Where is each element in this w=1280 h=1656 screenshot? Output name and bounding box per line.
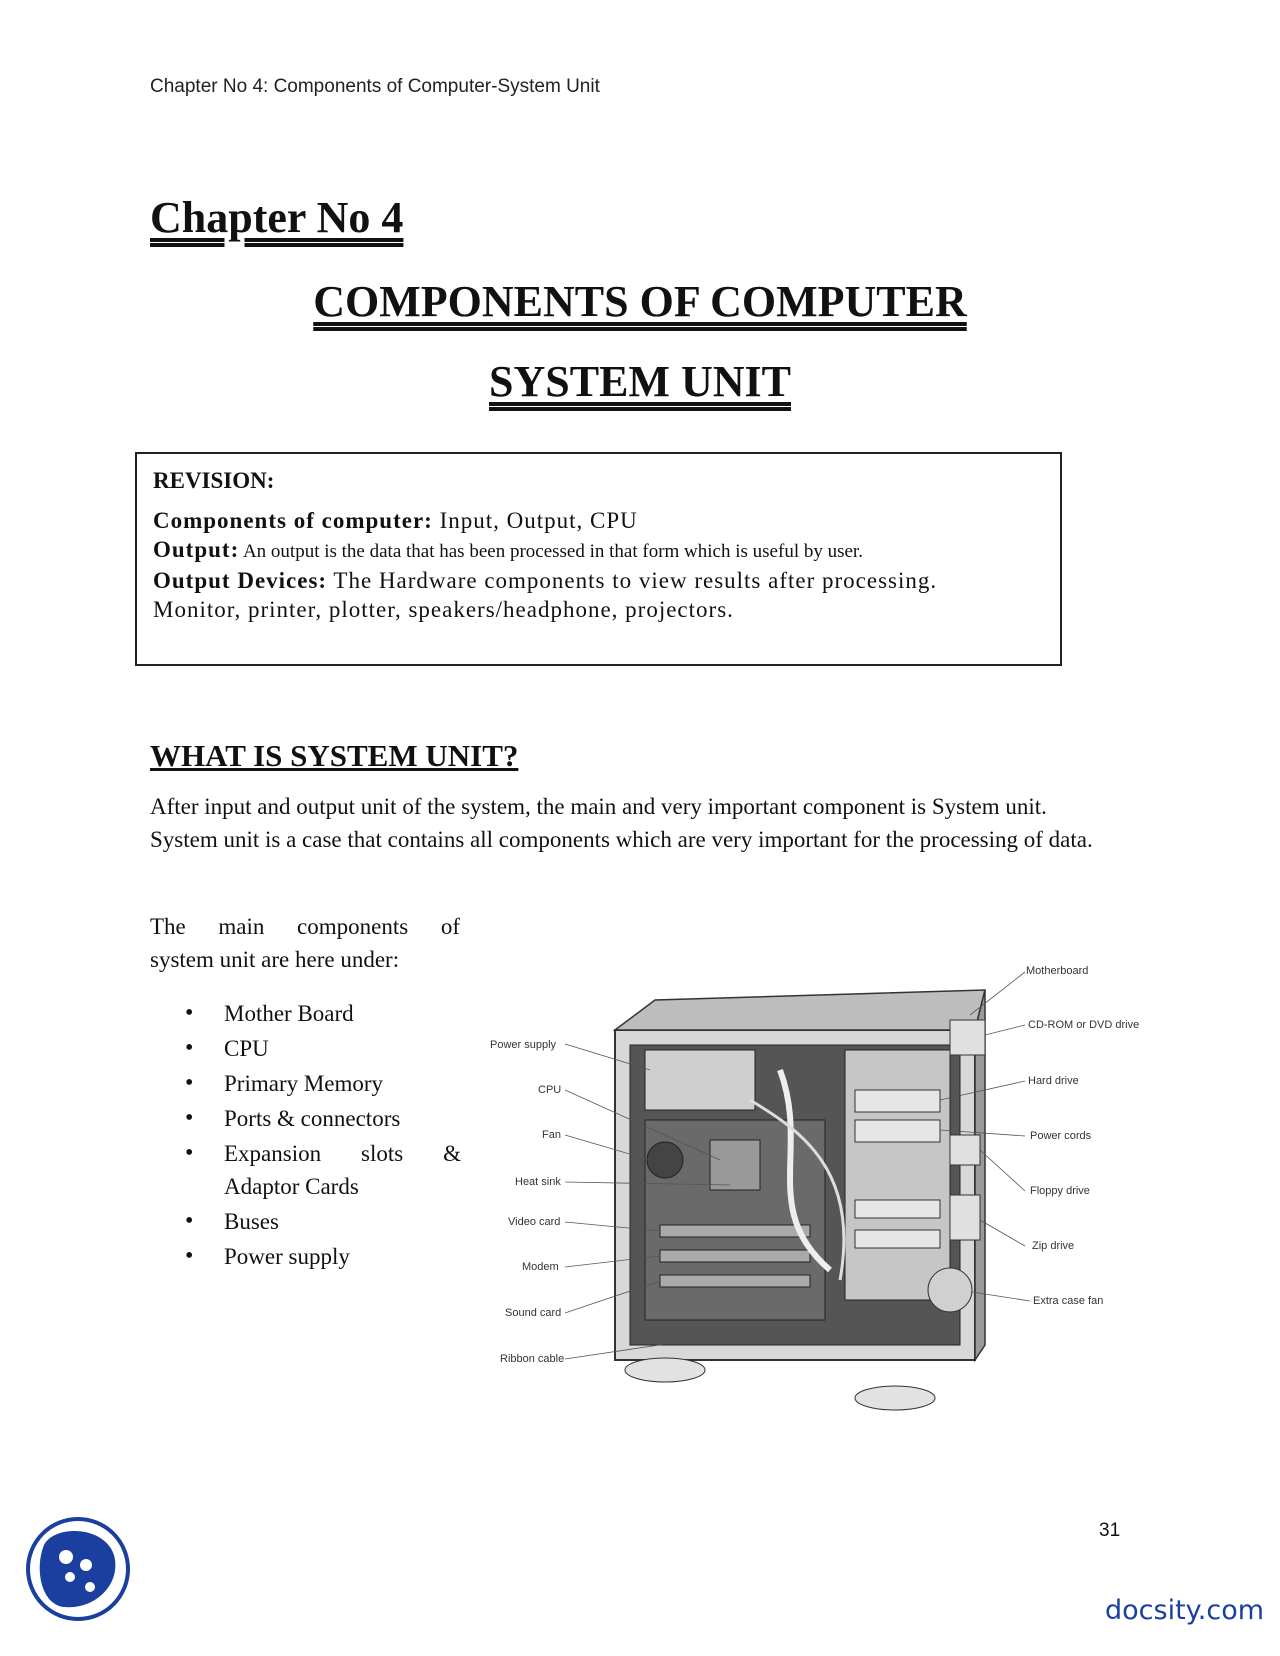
chapter-label: Chapter No 4 — [150, 193, 404, 242]
running-head: Chapter No 4: Components of Computer-System Unit — [150, 76, 600, 97]
callout-label: Floppy drive — [1030, 1185, 1090, 1197]
system-unit-figure — [480, 950, 1170, 1450]
callout-label: CD-ROM or DVD drive — [1028, 1019, 1140, 1031]
components-intro — [150, 910, 460, 976]
intro-line-1: The main components of — [150, 914, 460, 939]
paragraph-line-1: After input and output unit of the system, the main and very important component is System unit. — [150, 794, 1047, 819]
callout-label: Zip drive — [1032, 1240, 1075, 1252]
system-unit-illustration — [480, 950, 1170, 1450]
section-heading: WHAT IS SYSTEM UNIT? — [150, 738, 519, 773]
paragraph-line-2: System unit is a case that contains all components which are very important for the processing of data. — [150, 827, 1093, 852]
revision-devices-list: Monitor, printer, plotter, speakers/headphone, projectors. — [153, 597, 734, 622]
list-item: • Expansion slots & Adaptor Cards — [185, 1137, 461, 1203]
callout-label: Fan — [542, 1129, 561, 1141]
components-text: Input, Output, CPU — [432, 508, 638, 533]
list-item: • CPU — [185, 1032, 461, 1065]
page-title-line-1: COMPONENTS OF COMPUTER — [313, 277, 967, 326]
callout-label: Ribbon cable — [500, 1353, 565, 1365]
output-text: An output is the data that has been processed in that form which is useful by user. — [239, 541, 863, 562]
devices-text: The Hardware components to view results after processing. — [327, 568, 938, 593]
section-paragraph — [150, 790, 1140, 856]
components-label: Components of computer: — [153, 508, 433, 533]
revision-box — [135, 452, 1062, 666]
list-item: • Power supply — [185, 1240, 461, 1273]
callout-label: Power supply — [490, 1039, 557, 1051]
callout-label: Extra case fan — [1033, 1295, 1104, 1307]
callout-label: Heat sink — [515, 1176, 561, 1188]
revision-heading: REVISION: — [153, 468, 275, 493]
callout-label: Power cords — [1030, 1130, 1092, 1142]
list-item: • Ports & connectors — [185, 1102, 461, 1135]
intro-line-2: system unit are here under: — [150, 947, 400, 972]
docsity-logo-icon — [24, 1515, 132, 1623]
page-number: 31 — [1099, 1520, 1121, 1541]
callout-label: Video card — [508, 1216, 561, 1228]
callout-label: Motherboard — [1026, 965, 1089, 977]
callout-label: Sound card — [505, 1307, 562, 1319]
components-list — [185, 997, 461, 1275]
list-item: • Primary Memory — [185, 1067, 461, 1100]
output-label: Output: — [153, 537, 240, 562]
page-title-line-2: SYSTEM UNIT — [489, 357, 791, 406]
revision-output-line — [153, 535, 1044, 566]
site-brand-link[interactable]: docsity.com — [1105, 1595, 1265, 1626]
callout-label: Modem — [522, 1261, 559, 1273]
list-item: • Buses — [185, 1205, 461, 1238]
devices-label: Output Devices: — [153, 568, 328, 593]
revision-components-line — [153, 506, 1044, 535]
callout-label: Hard drive — [1028, 1075, 1079, 1087]
list-item: • Mother Board — [185, 997, 461, 1030]
callout-label: CPU — [538, 1084, 562, 1096]
revision-devices-line — [153, 566, 1044, 595]
